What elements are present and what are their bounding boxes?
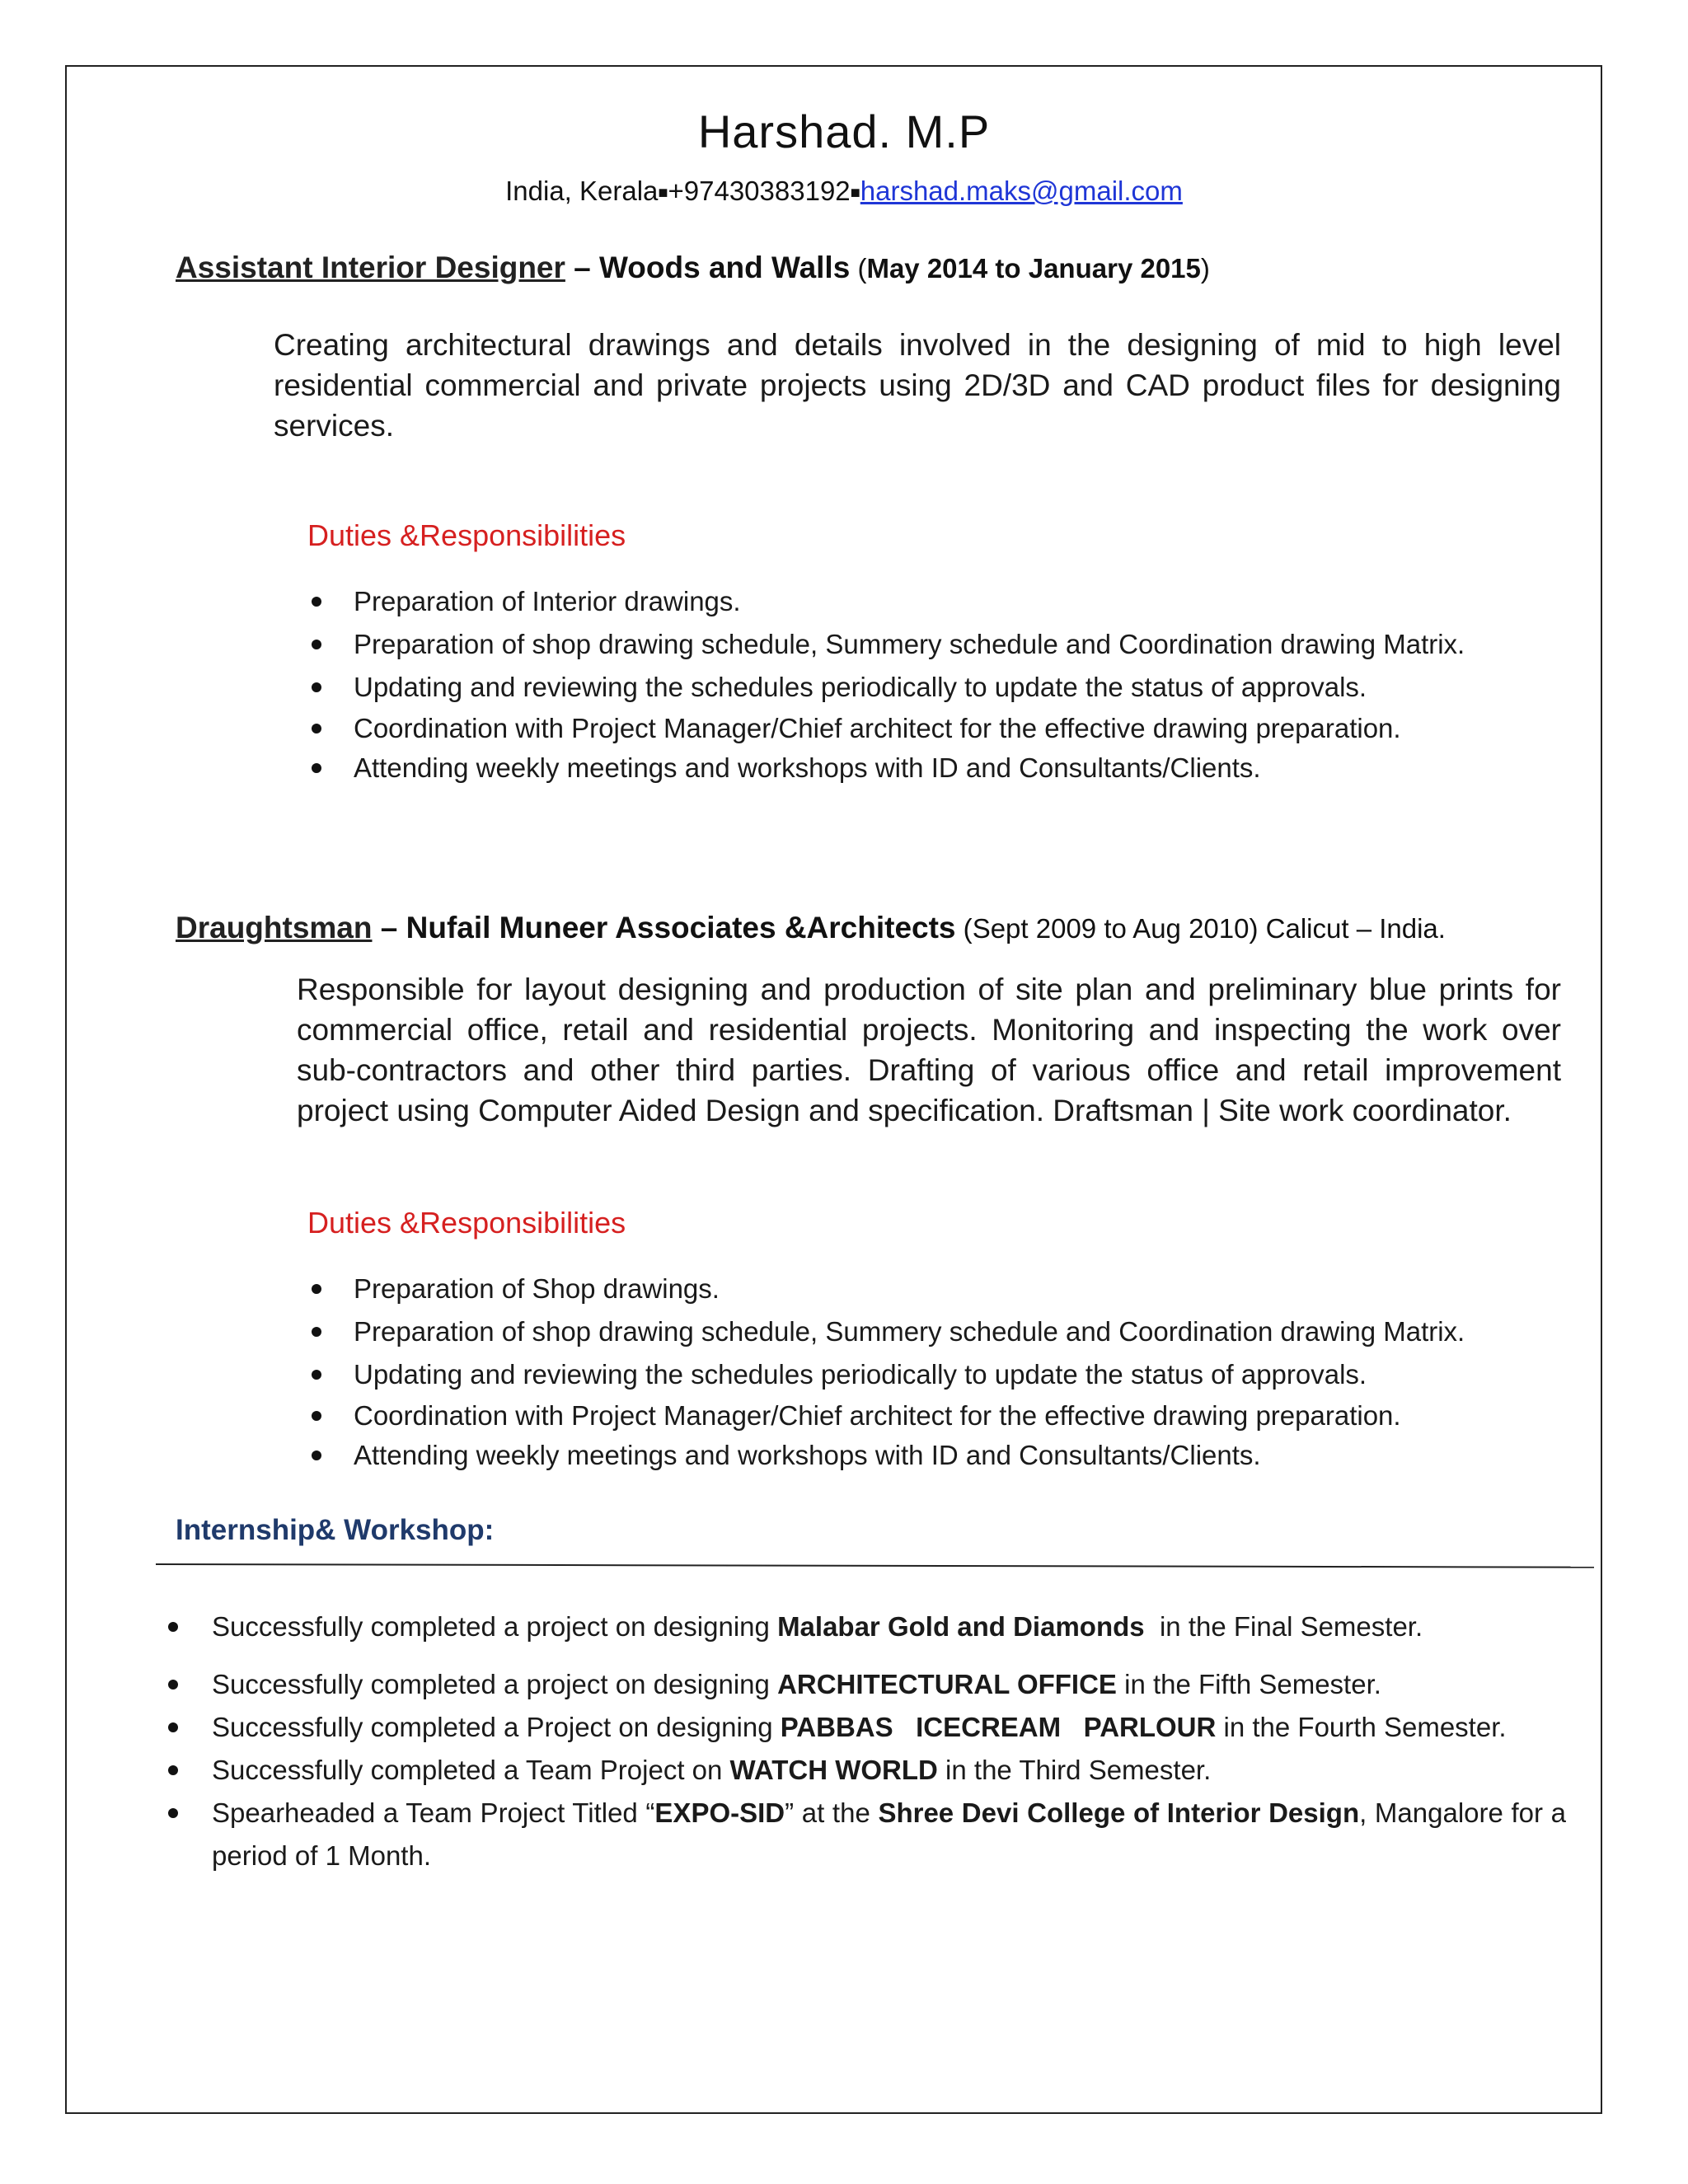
job-period: May 2014 to January 2015 (866, 253, 1201, 284)
duties-label: Duties &Responsibilities (307, 518, 626, 552)
candidate-name: Harshad. M.P (697, 105, 991, 157)
location: India, Kerala (505, 176, 659, 206)
list-item: Updating and reviewing the schedules periodically to update the status of approvals. (307, 666, 1465, 709)
internship-list (165, 1605, 1566, 1877)
list-item: Successfully completed a project on designing ARCHITECTURAL OFFICE in the Fifth Semester. (165, 1663, 1566, 1706)
contact-line (0, 173, 1688, 211)
list-item: Successfully completed a Team Project on WATCH WORLD in the Third Semester. (165, 1749, 1566, 1792)
list-item: Preparation of shop drawing schedule, Summery schedule and Coordination drawing Matrix. (307, 623, 1465, 666)
phone: +97430383192 (668, 176, 851, 206)
separator: ■ (850, 184, 860, 202)
list-item: Attending weekly meetings and workshops with ID and Consultants/Clients. (307, 748, 1465, 788)
list-item: Spearheaded a Team Project Titled “EXPO-SID” at the Shree Devi College of Interior Design, Mangalore for a period of 1 Month. (165, 1792, 1566, 1877)
job-location: Calicut – India. (1258, 913, 1446, 944)
list-item: Successfully completed a Project on designing PABBAS ICECREAM PARLOUR in the Fourth Semester. (165, 1706, 1566, 1749)
duties-list (307, 1268, 1465, 1475)
job-heading: Draughtsman – Nufail Muneer Associates &Architects (Sept 2009 to Aug 2010) Calicut – India. (176, 911, 1446, 944)
list-item: Coordination with Project Manager/Chief architect for the effective drawing preparation. (307, 709, 1465, 748)
list-item: Coordination with Project Manager/Chief architect for the effective drawing preparation. (307, 1396, 1465, 1436)
job-company: Nufail Muneer Associates &Architects (406, 911, 956, 944)
list-item: Successfully completed a project on designing Malabar Gold and Diamonds in the Final Semester. (165, 1605, 1566, 1648)
job-period: Sept 2009 to Aug 2010 (972, 913, 1250, 944)
job-company: Woods and Walls (599, 251, 851, 284)
job-role: Assistant Interior Designer (176, 251, 565, 284)
section-title: Internship& Workshop: (176, 1514, 495, 1546)
job-description: Creating architectural drawings and details involved in the designing of mid to high level residential commercial and private projects using 2D/3D and CAD product files for designing services. (274, 328, 1561, 443)
job-role: Draughtsman (176, 911, 373, 944)
list-item: Preparation of shop drawing schedule, Summery schedule and Coordination drawing Matrix. (307, 1310, 1465, 1353)
separator: ■ (658, 184, 668, 202)
job-description: Responsible for layout designing and production of site plan and preliminary blue prints for commercial office, retail and residential projects. Monitoring and inspecting the work over sub-contractors and other third parties. Drafting of various office and retail improvement project using Computer Aided Design and specification. Draftsman | Site work coordinator. (297, 972, 1561, 1127)
duties-label: Duties &Responsibilities (307, 1206, 626, 1240)
list-item: Updating and reviewing the schedules periodically to update the status of approvals. (307, 1353, 1465, 1396)
list-item: Preparation of Interior drawings. (307, 580, 1465, 623)
email-link[interactable]: harshad.maks@gmail.com (860, 176, 1183, 206)
duties-list (307, 580, 1465, 788)
job-heading: Assistant Interior Designer – Woods and Walls (May 2014 to January 2015) (176, 251, 1210, 284)
list-item: Preparation of Shop drawings. (307, 1268, 1465, 1310)
list-item: Attending weekly meetings and workshops with ID and Consultants/Clients. (307, 1436, 1465, 1475)
